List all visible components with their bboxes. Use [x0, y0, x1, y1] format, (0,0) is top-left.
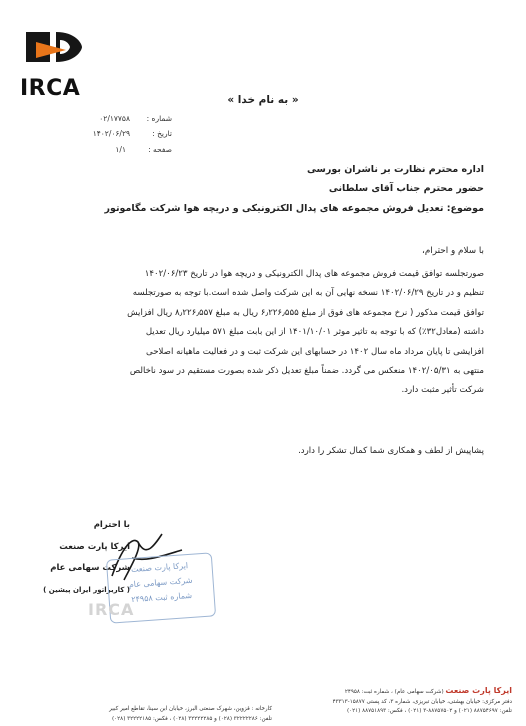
body-line: شرکت تأثیر مثبت دارد. [401, 385, 484, 396]
page-value: ۱/۱ [115, 145, 126, 154]
number-label: شماره : [146, 114, 172, 123]
invocation-heading: « به نام خدا » [227, 94, 299, 106]
letter-body [44, 265, 484, 401]
body-line: تنظیم و در تاریخ ۱۴۰۲/۰۶/۲۹ نسخه نهایی آن به این شرکت واصل شده است.با توجه به صورتجلسه [132, 288, 484, 299]
date-value: ۱۴۰۲/۰۶/۲۹ [92, 129, 130, 138]
stamp-line-3: شماره ثبت ۲۴۹۵۸ [130, 590, 193, 605]
footer-factory [12, 705, 272, 724]
stamp-line-1: ایرکا پارت صنعت [130, 561, 189, 575]
signature-subtitle: ( کاربراتور ایران پیشین ) [43, 586, 130, 594]
stamp-watermark: IRCA [88, 600, 135, 619]
signature-company-type: شرکت سهامی عام [50, 563, 130, 573]
subject-line: موضوع: تعدیل فروش مجموعه های پدال الکترونیکی و دریچه هوا شرکت مگاموتور [104, 203, 484, 214]
body-line: توافق قیمت مذکور ( نرخ مجموعه های فوق از مبلغ ۶٫۲۲۶٫۵۵۵ ریال به مبلغ ۸٫۲۲۶٫۵۵۷ ریال افزایش [127, 307, 484, 318]
footer-factory-address: کارخانه : قزوین، شهرک صنعتی البرز، خیابان ابن سینا، تقاطع امیر کبیر [109, 706, 272, 712]
footer-brand-note: (شرکت سهامی عام) ، شماره ثبت: ۲۴۹۵۸ [344, 689, 444, 695]
body-line: منتهی به ۱۴۰۲/۰۵/۳۱ منعکس می گردد. ضمناً مبلغ تعدیل ذکر شده بصورت مستقیم در سود ناخالص [129, 366, 484, 377]
footer-office-address: دفتر مرکزی: خیابان بهشتی، خیابان تبریزی، شماره ۳، کد پستی ۱۵۸۷۷-۴۳۳۱۳ [332, 698, 512, 705]
signature-company: ایرکا پارت صنعت [59, 542, 130, 552]
logo-text: IRCA [20, 76, 81, 101]
regards-text: با احترام [93, 520, 130, 530]
recipient-line-1: اداره محترم نظارت بر ناشران بورسی [306, 164, 484, 175]
page-label: صفحه : [148, 145, 172, 154]
number-value: ۰۲/۱۷۷۵۸ [99, 114, 130, 123]
stamp-line-2: شرکت سهامی عام [128, 575, 193, 590]
footer-office [262, 686, 512, 717]
body-line: صورتجلسه توافق قیمت فروش مجموعه های پدال الکترونیکی و دریچه هوا در تاریخ ۱۴۰۲/۰۶/۲۳ [144, 269, 484, 279]
footer-brand: ایرکا پارت صنعت [445, 686, 512, 695]
footer-factory-phone: تلفن: ۳۲۲۲۲۲۸۶ (۰۲۸) و ۳۲۲۲۲۲۸۵ (۰۲۸) ، فکس: ۳۲۲۲۲۱۸۵ (۰۲۸) [111, 715, 272, 722]
body-line: افزایشی تا پایان مرداد ماه سال ۱۴۰۲ در حسابهای این شرکت ثبت و در فعالیت ماهیانه اصلاحی [146, 346, 484, 357]
greeting: با سلام و احترام، [422, 246, 484, 256]
recipient-line-2: حضور محترم جناب آقای سلطانی [328, 183, 484, 194]
footer-office-phone: تلفن: ۸۸۷۵۴۶۹۷ (۰۲۱) و ۸۸۷۵۷۵۰۲-۳ (۰۲۱) ، فکس: ۸۸۷۵۱۸۹۳ (۰۲۱) [346, 708, 512, 714]
date-label: تاریخ : [152, 129, 172, 138]
closing-line: پشاپیش از لطف و همکاری شما کمال تشکر را دارد. [298, 446, 484, 456]
body-line: داشته (معادل۳۲٪) که با توجه به تاثیر موثر ۱۴۰۱/۱۰/۰۱ از این بابت مبلغ ۵۷۱ میلیارد ریال تعدیل [145, 327, 484, 338]
